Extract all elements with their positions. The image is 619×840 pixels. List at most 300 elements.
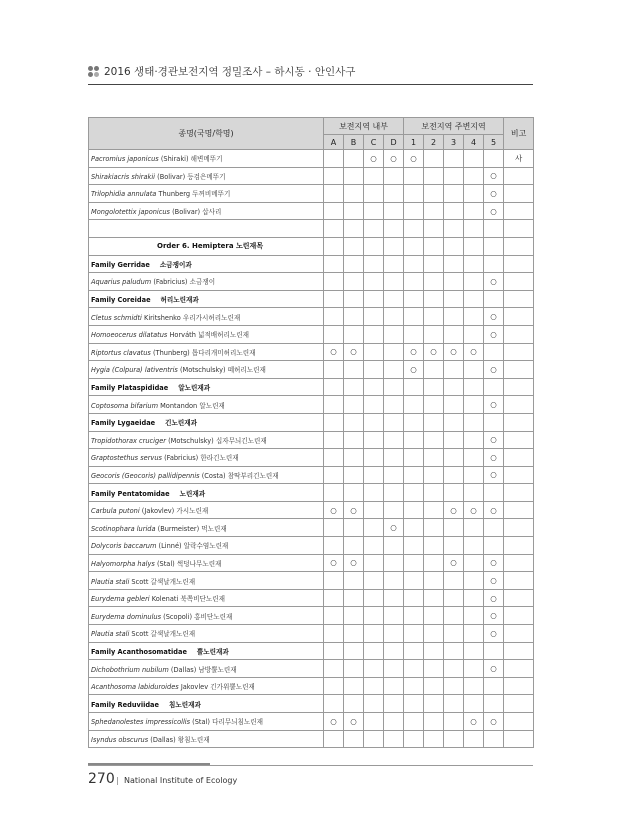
species-row: [89, 677, 534, 695]
presence-cell: [464, 185, 484, 203]
presence-cell: ○: [484, 589, 504, 607]
presence-cell: [404, 431, 424, 449]
family-row: [89, 378, 534, 396]
presence-cell: ○: [324, 713, 344, 731]
species-sci: Hygia (Colpura) lativentris: [91, 366, 178, 375]
species-sci: Sphedanolestes impressicollis: [91, 718, 191, 727]
species-name: [89, 325, 324, 343]
presence-cell: [384, 202, 404, 220]
presence-cell: [364, 501, 384, 519]
presence-cell: [484, 537, 504, 555]
species-author: Thunberg: [158, 190, 191, 199]
species-sci: Trilophidia annulata: [91, 190, 157, 199]
species-name: [89, 396, 324, 414]
order-label: Order 6. Hemiptera 노린재목: [89, 237, 324, 255]
note-cell: [504, 202, 534, 220]
family-label: [89, 413, 324, 431]
presence-cell: [404, 167, 424, 185]
species-row: [89, 589, 534, 607]
presence-cell: [404, 466, 424, 484]
presence-cell: ○: [444, 501, 464, 519]
presence-cell: [464, 150, 484, 168]
presence-cell: [464, 607, 484, 625]
presence-cell: [404, 396, 424, 414]
presence-cell: [404, 449, 424, 467]
species-sci: Eurydema gebleri: [91, 595, 150, 604]
family-ko: 긴노린재과: [165, 419, 198, 428]
species-row: [89, 167, 534, 185]
family-label: [89, 642, 324, 660]
presence-cell: [444, 308, 464, 326]
page-number: 270: [88, 771, 115, 787]
presence-cell: [364, 677, 384, 695]
presence-cell: [344, 537, 364, 555]
presence-cell: [464, 730, 484, 748]
presence-cell: [364, 308, 384, 326]
species-row: [89, 308, 534, 326]
presence-cell: [424, 519, 444, 537]
presence-cell: [384, 185, 404, 203]
presence-cell: [324, 431, 344, 449]
species-ko: 톱다리개미허리노린재: [191, 348, 256, 357]
presence-cell: [424, 730, 444, 748]
presence-cell: [384, 607, 404, 625]
note-cell: [504, 537, 534, 555]
blank-row: [89, 220, 534, 238]
presence-cell: [344, 572, 364, 590]
species-name: [89, 466, 324, 484]
presence-cell: [344, 273, 364, 291]
presence-cell: [364, 466, 384, 484]
presence-cell: [384, 572, 404, 590]
note-cell: [504, 677, 534, 695]
species-author: (Motschulsky): [168, 436, 214, 445]
species-name: [89, 431, 324, 449]
presence-cell: [404, 537, 424, 555]
species-ko: 갈색날개노린재: [150, 630, 196, 639]
presence-cell: ○: [404, 361, 424, 379]
presence-cell: [364, 730, 384, 748]
presence-cell: [424, 607, 444, 625]
group-outside-header: 보전지역 주변지역: [404, 118, 504, 135]
presence-cell: ○: [484, 466, 504, 484]
presence-cell: [484, 677, 504, 695]
species-row: [89, 202, 534, 220]
species-author: (Bolivar): [157, 172, 186, 181]
presence-cell: [384, 677, 404, 695]
presence-cell: [464, 519, 484, 537]
col-inside-C: C: [364, 135, 384, 150]
family-label: [89, 695, 324, 713]
presence-cell: [464, 660, 484, 678]
species-ko: 십자무늬긴노린재: [215, 436, 267, 445]
presence-cell: ○: [484, 202, 504, 220]
presence-cell: [464, 537, 484, 555]
presence-cell: [364, 167, 384, 185]
family-label: [89, 255, 324, 273]
presence-cell: [464, 431, 484, 449]
presence-cell: [384, 449, 404, 467]
presence-cell: [384, 713, 404, 731]
note-cell: [504, 519, 534, 537]
presence-cell: [324, 150, 344, 168]
presence-cell: [464, 625, 484, 643]
presence-cell: [344, 202, 364, 220]
species-ko: 두꺼비메뚜기: [192, 190, 231, 199]
note-cell: [504, 572, 534, 590]
presence-cell: [444, 396, 464, 414]
note-cell: [504, 325, 534, 343]
species-author: (Burmeister): [157, 524, 200, 533]
col-species-header: 종명(국명/학명): [89, 118, 324, 150]
presence-cell: [384, 325, 404, 343]
species-name: [89, 343, 324, 361]
species-name: [89, 572, 324, 590]
species-name: [89, 150, 324, 168]
presence-cell: ○: [324, 343, 344, 361]
presence-cell: [384, 466, 404, 484]
col-outside-1: 1: [404, 135, 424, 150]
note-cell: 사: [504, 150, 534, 168]
note-cell: [504, 167, 534, 185]
species-ko: 가시노린재: [176, 507, 209, 516]
family-sci: Family Pentatomidae: [91, 489, 170, 498]
species-ko: 먹노린재: [201, 524, 227, 533]
presence-cell: ○: [484, 449, 504, 467]
group-inside-header: 보전지역 내부: [324, 118, 404, 135]
species-ko: 한라긴노린재: [200, 454, 239, 463]
presence-cell: [464, 449, 484, 467]
species-name: [89, 519, 324, 537]
presence-cell: [404, 273, 424, 291]
presence-cell: [444, 660, 464, 678]
species-ko: 북쪽비단노린재: [180, 595, 225, 604]
species-name: [89, 273, 324, 291]
species-row: [89, 150, 534, 168]
species-sci: Homoeocerus dilatatus: [91, 331, 168, 340]
presence-cell: [324, 396, 344, 414]
family-row: [89, 695, 534, 713]
presence-cell: [384, 431, 404, 449]
presence-cell: [404, 589, 424, 607]
presence-cell: [324, 519, 344, 537]
col-outside-2: 2: [424, 135, 444, 150]
family-label: [89, 290, 324, 308]
presence-cell: [424, 449, 444, 467]
col-outside-4: 4: [464, 135, 484, 150]
presence-cell: [424, 325, 444, 343]
presence-cell: [484, 519, 504, 537]
species-name: [89, 537, 324, 555]
presence-cell: [324, 202, 344, 220]
species-row: [89, 607, 534, 625]
presence-cell: [344, 325, 364, 343]
presence-cell: ○: [344, 501, 364, 519]
note-cell: [504, 713, 534, 731]
species-author: (Costa): [201, 471, 226, 480]
species-name: [89, 730, 324, 748]
presence-cell: [324, 361, 344, 379]
species-row: [89, 501, 534, 519]
presence-cell: [424, 185, 444, 203]
presence-cell: [424, 572, 444, 590]
presence-cell: [404, 625, 424, 643]
header-dots-icon: [88, 66, 100, 78]
presence-cell: [324, 449, 344, 467]
species-name: [89, 308, 324, 326]
note-cell: [504, 185, 534, 203]
presence-cell: [484, 730, 504, 748]
presence-cell: [464, 554, 484, 572]
species-author: Scott: [131, 630, 149, 639]
presence-cell: [364, 713, 384, 731]
presence-cell: [444, 325, 464, 343]
note-cell: [504, 589, 534, 607]
presence-cell: [424, 431, 444, 449]
presence-cell: [404, 607, 424, 625]
presence-cell: ○: [484, 554, 504, 572]
species-author: (Stal): [156, 559, 175, 568]
presence-cell: ○: [324, 501, 344, 519]
header-rule: [88, 84, 533, 85]
presence-cell: [444, 150, 464, 168]
presence-cell: ○: [484, 396, 504, 414]
presence-cell: [444, 572, 464, 590]
footer-rule: [88, 765, 533, 766]
presence-cell: [384, 396, 404, 414]
presence-cell: [364, 607, 384, 625]
species-row: [89, 449, 534, 467]
note-cell: [504, 554, 534, 572]
species-name: [89, 713, 324, 731]
species-sci: Plautia stali: [91, 630, 130, 639]
species-name: [89, 361, 324, 379]
species-ko: 왕침노린재: [177, 735, 210, 744]
presence-cell: [344, 150, 364, 168]
species-author: (Stal): [192, 718, 210, 727]
presence-cell: [364, 589, 384, 607]
col-outside-3: 3: [444, 135, 464, 150]
col-note-header: 비고: [504, 118, 534, 150]
presence-cell: ○: [464, 713, 484, 731]
presence-cell: [324, 730, 344, 748]
presence-cell: ○: [484, 185, 504, 203]
presence-cell: [444, 202, 464, 220]
presence-cell: ○: [484, 308, 504, 326]
species-row: [89, 431, 534, 449]
presence-cell: [324, 660, 344, 678]
col-outside-5: 5: [484, 135, 504, 150]
note-cell: [504, 308, 534, 326]
presence-cell: [404, 519, 424, 537]
species-name: [89, 660, 324, 678]
presence-cell: ○: [484, 273, 504, 291]
presence-cell: [444, 466, 464, 484]
col-inside-B: B: [344, 135, 364, 150]
presence-cell: ○: [464, 501, 484, 519]
presence-cell: [424, 554, 444, 572]
presence-cell: [404, 660, 424, 678]
presence-cell: [464, 677, 484, 695]
species-row: [89, 273, 534, 291]
presence-cell: [444, 625, 464, 643]
family-label: [89, 484, 324, 502]
presence-cell: ○: [444, 554, 464, 572]
presence-cell: [344, 677, 364, 695]
presence-cell: [324, 572, 344, 590]
species-author: Montandon: [160, 401, 198, 410]
presence-cell: [344, 167, 364, 185]
species-sci: Scotinophara lurida: [91, 524, 156, 533]
presence-cell: [324, 325, 344, 343]
family-ko: 허리노린재과: [160, 296, 199, 305]
presence-cell: [384, 625, 404, 643]
note-cell: [504, 730, 534, 748]
presence-cell: [444, 607, 464, 625]
species-sci: Geocoris (Geocoris) pallidipennis: [91, 471, 200, 480]
species-sci: Carbula putoni: [91, 507, 140, 516]
presence-cell: [424, 660, 444, 678]
species-sci: Tropidothorax cruciger: [91, 436, 166, 445]
presence-cell: [424, 308, 444, 326]
species-sci: Cletus schmidti: [91, 313, 142, 322]
presence-cell: [464, 167, 484, 185]
note-cell: [504, 466, 534, 484]
note-cell: [504, 501, 534, 519]
species-author: (Jakovlev): [141, 507, 175, 516]
presence-cell: [384, 554, 404, 572]
family-sci: Family Lygaeidae: [91, 419, 156, 428]
footer-org: National Institute of Ecology: [124, 776, 238, 785]
presence-cell: [484, 343, 504, 361]
species-author: (Shiraki): [160, 155, 189, 164]
presence-cell: ○: [484, 325, 504, 343]
species-row: [89, 361, 534, 379]
species-sci: Acanthosoma labiduroides: [91, 683, 179, 692]
presence-cell: [464, 361, 484, 379]
species-name: [89, 501, 324, 519]
presence-cell: [464, 273, 484, 291]
presence-cell: [344, 607, 364, 625]
presence-cell: [364, 519, 384, 537]
family-sci: Family Acanthosomatidae: [91, 647, 187, 656]
presence-cell: [424, 677, 444, 695]
presence-cell: [444, 167, 464, 185]
presence-cell: [364, 625, 384, 643]
presence-cell: [444, 185, 464, 203]
presence-cell: [324, 273, 344, 291]
species-table: [88, 117, 534, 748]
species-sci: Dichobothrium nubilum: [91, 665, 169, 674]
presence-cell: ○: [464, 343, 484, 361]
presence-cell: [464, 202, 484, 220]
presence-cell: [444, 449, 464, 467]
species-name: [89, 625, 324, 643]
species-row: [89, 519, 534, 537]
presence-cell: [364, 396, 384, 414]
note-cell: [504, 273, 534, 291]
presence-cell: [444, 730, 464, 748]
species-sci: Plautia stali: [91, 577, 130, 586]
species-name: [89, 554, 324, 572]
family-sci: Family Gerridae: [91, 260, 150, 269]
presence-cell: [364, 202, 384, 220]
species-ko: 우리가시허리노린재: [182, 313, 241, 322]
species-author: (Motschulsky): [179, 366, 226, 375]
family-row: [89, 484, 534, 502]
presence-cell: [344, 730, 364, 748]
family-ko: 뿔노린재과: [196, 647, 229, 656]
family-row: [89, 255, 534, 273]
presence-cell: ○: [344, 713, 364, 731]
species-row: [89, 325, 534, 343]
presence-cell: [384, 660, 404, 678]
note-cell: [504, 449, 534, 467]
presence-cell: [364, 572, 384, 590]
presence-cell: [384, 589, 404, 607]
presence-cell: [364, 361, 384, 379]
species-row: [89, 537, 534, 555]
presence-cell: ○: [484, 361, 504, 379]
species-ko: 다리무늬침노린재: [212, 718, 264, 727]
species-ko: 갈색날개노린재: [150, 577, 196, 586]
note-cell: [504, 625, 534, 643]
species-author: (Dallas): [150, 735, 176, 744]
presence-cell: ○: [484, 625, 504, 643]
presence-cell: [444, 677, 464, 695]
presence-cell: [404, 730, 424, 748]
presence-cell: [404, 713, 424, 731]
species-ko: 삽사리: [202, 208, 222, 217]
presence-cell: ○: [444, 343, 464, 361]
presence-cell: [344, 660, 364, 678]
species-sci: Mongolotettix japonicus: [91, 208, 170, 217]
species-ko: 홍비단노린재: [194, 612, 233, 621]
presence-cell: [344, 519, 364, 537]
presence-cell: ○: [384, 519, 404, 537]
species-ko: 참딱부리긴노린재: [227, 471, 279, 480]
presence-cell: [364, 537, 384, 555]
col-inside-A: A: [324, 135, 344, 150]
species-row: [89, 730, 534, 748]
species-sci: Pacromius japonicus: [91, 155, 159, 164]
note-cell: [504, 660, 534, 678]
presence-cell: [404, 202, 424, 220]
presence-cell: [464, 396, 484, 414]
note-cell: [504, 361, 534, 379]
presence-cell: [404, 308, 424, 326]
note-cell: [504, 607, 534, 625]
presence-cell: [364, 431, 384, 449]
presence-cell: [424, 501, 444, 519]
species-sci: Aquarius paludum: [91, 278, 152, 287]
presence-cell: ○: [384, 150, 404, 168]
presence-cell: [444, 713, 464, 731]
presence-cell: [424, 466, 444, 484]
species-author: Scott: [131, 577, 149, 586]
presence-cell: ○: [344, 343, 364, 361]
presence-cell: ○: [404, 343, 424, 361]
species-name: [89, 677, 324, 695]
species-sci: Riptortus clavatus: [91, 348, 151, 357]
species-sci: Dolycoris baccarum: [91, 542, 157, 551]
family-row: [89, 290, 534, 308]
species-author: (Fabricius): [153, 278, 188, 287]
family-sci: Family Plataspididae: [91, 384, 169, 393]
species-author: (Scopoli): [163, 612, 193, 621]
species-author: (Thunberg): [152, 348, 190, 357]
presence-cell: [464, 589, 484, 607]
